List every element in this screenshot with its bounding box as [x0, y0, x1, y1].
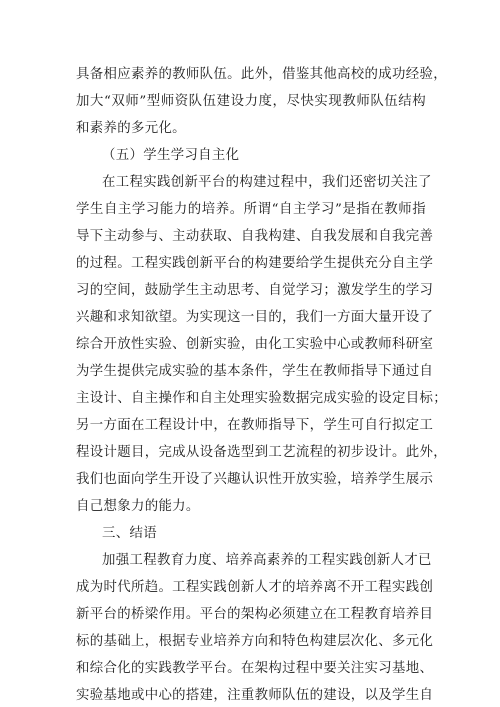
- text-line: 和综合化的实践教学平台。在架构过程中要关注实习基地、: [76, 661, 434, 676]
- text-line: 标的基础上，根据专业培养方向和特色构建层次化、多元化: [76, 634, 434, 649]
- text-line: 自己想象力的能力。: [76, 499, 200, 514]
- text-line: 的过程。工程实践创新平台的构建要给学生提供充分自主学: [76, 256, 434, 271]
- text-line: 和素养的多元化。: [76, 121, 186, 136]
- text-line: 另一方面在工程设计中，在教师指导下，学生可自行拟定工: [76, 418, 434, 433]
- text-line: 新平台的桥梁作用。平台的架构必须建立在工程教育培养目: [76, 607, 434, 622]
- text-line: 具备相应素养的教师队伍。此外，借鉴其他高校的成功经验，: [76, 67, 447, 82]
- text-line: 导下主动参与、主动获取、自我构建、自我发展和自我完善: [76, 229, 434, 244]
- text-line: 程设计题目，完成从设备选型到工艺流程的初步设计。此外，: [76, 445, 447, 460]
- text-line: 在工程实践创新平台的构建过程中，我们还密切关注了: [102, 175, 432, 190]
- text-line: 兴趣和求知欲望。为实现这一目的，我们一方面大量开设了: [76, 310, 434, 325]
- text-line: 习的空间，鼓励学生主动思考、自觉学习；激发学生的学习: [76, 283, 434, 298]
- text-line: 实验基地或中心的搭建，注重教师队伍的建设，以及学生自: [76, 688, 434, 703]
- text-line: 学生自主学习能力的培养。所谓“自主学习”是指在教师指: [76, 202, 426, 217]
- text-line: 主设计、自主操作和自主处理实验数据完成实验的设定目标；: [76, 391, 447, 406]
- text-line: 加强工程教育力度、培养高素养的工程实践创新人才已: [102, 553, 432, 568]
- text-line: 为学生提供完成实验的基本条件，学生在教师指导下通过自: [76, 364, 434, 379]
- section-heading: （五）学生学习自主化: [102, 148, 240, 163]
- section-heading: 三、结语: [102, 526, 157, 541]
- text-line: 成为时代所趋。工程实践创新人才的培养离不开工程实践创: [76, 580, 434, 595]
- text-line: 加大“双师”型师资队伍建设力度，尽快实现教师队伍结构: [76, 94, 426, 109]
- text-line: 综合开放性实验、创新实验，由化工实验中心或教师科研室: [76, 337, 434, 352]
- text-line: 我们也面向学生开设了兴趣认识性开放实验，培养学生展示: [76, 472, 434, 487]
